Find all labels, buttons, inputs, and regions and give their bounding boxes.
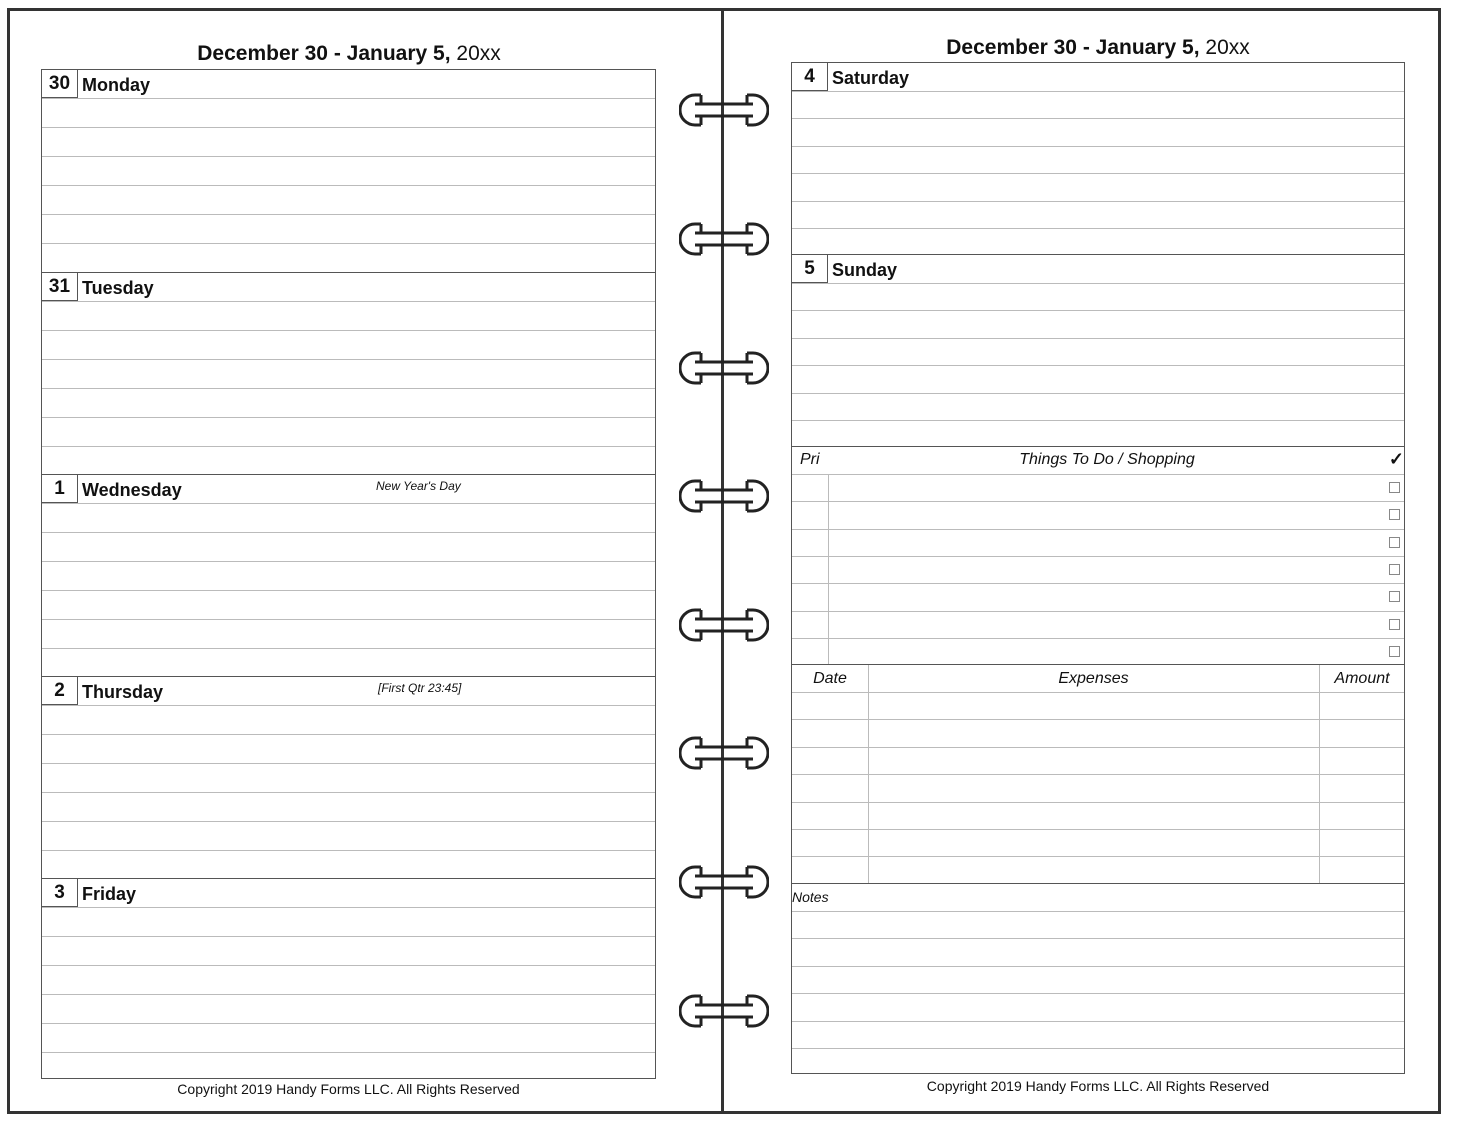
todo-checkbox[interactable] (1389, 591, 1400, 602)
writing-line (42, 417, 655, 418)
writing-line (42, 590, 655, 591)
writing-line (42, 532, 655, 533)
todo-pri-header: Pri (800, 451, 820, 468)
day-block (42, 272, 655, 474)
writing-line (42, 359, 655, 360)
writing-line (42, 301, 655, 302)
day-block (42, 70, 655, 272)
right-page-title (791, 36, 1405, 60)
binder-ring-icon (679, 607, 769, 643)
writing-line (42, 1023, 655, 1024)
writing-line (42, 446, 655, 447)
day-name: Monday (82, 75, 151, 95)
writing-line (792, 638, 1404, 639)
writing-line (42, 907, 655, 908)
writing-line (42, 648, 655, 649)
writing-line (792, 556, 1404, 557)
writing-line (42, 965, 655, 966)
day-number: 4 (792, 63, 828, 91)
right-page-grid (791, 62, 1405, 1074)
writing-line (792, 501, 1404, 502)
binder-ring-icon (679, 864, 769, 900)
day-block (42, 878, 655, 1080)
writing-line (42, 792, 655, 793)
binder-spine (721, 8, 724, 1114)
day-block-sunday (792, 254, 1404, 446)
todo-checkbox[interactable] (1389, 619, 1400, 630)
writing-line (792, 774, 1404, 775)
left-copyright: Copyright 2019 Handy Forms LLC. All Rights Reserved (177, 1081, 520, 1097)
writing-line (42, 619, 655, 620)
day-number: 5 (792, 255, 828, 283)
writing-line (792, 692, 1404, 693)
writing-line (792, 393, 1404, 394)
day-name: Tuesday (82, 278, 154, 298)
writing-line (42, 561, 655, 562)
binder-ring-icon (679, 478, 769, 514)
writing-line (792, 829, 1404, 830)
todo-checkbox[interactable] (1389, 537, 1400, 548)
expenses-amount-header: Amount (1334, 670, 1390, 687)
day-number: 1 (42, 475, 78, 503)
writing-line (42, 388, 655, 389)
writing-line (792, 420, 1404, 421)
writing-line (42, 705, 655, 706)
writing-line (792, 966, 1404, 967)
writing-line (42, 243, 655, 244)
day-number: 3 (42, 879, 78, 907)
writing-line (792, 91, 1404, 92)
writing-line (792, 118, 1404, 119)
day-name: Thursday (82, 682, 164, 702)
writing-line (42, 185, 655, 186)
todo-section (792, 446, 1404, 664)
todo-checkbox[interactable] (1389, 564, 1400, 575)
todo-check-icon: ✓ (1388, 449, 1404, 469)
writing-line (42, 214, 655, 215)
todo-checkbox[interactable] (1389, 509, 1400, 520)
binder-ring-icon (679, 221, 769, 257)
writing-line (792, 747, 1404, 748)
writing-line (792, 993, 1404, 994)
writing-line (792, 1048, 1404, 1049)
todo-title: Things To Do / Shopping (1019, 451, 1195, 468)
writing-line (792, 529, 1404, 530)
day-name: Saturday (832, 68, 910, 88)
right-title-year: 20xx (1205, 36, 1250, 59)
writing-line (792, 338, 1404, 339)
day-name: Friday (82, 884, 137, 904)
writing-line (792, 719, 1404, 720)
writing-line (792, 228, 1404, 229)
writing-line (42, 503, 655, 504)
right-copyright: Copyright 2019 Handy Forms LLC. All Rights Reserved (926, 1078, 1270, 1094)
writing-line (42, 821, 655, 822)
writing-line (42, 734, 655, 735)
writing-line (792, 583, 1404, 584)
writing-line (42, 936, 655, 937)
writing-line (42, 994, 655, 995)
writing-line (792, 365, 1404, 366)
binder-ring-icon (679, 993, 769, 1029)
day-note: New Year's Day (376, 479, 461, 493)
writing-line (42, 127, 655, 128)
expenses-title: Expenses (1058, 670, 1129, 687)
writing-line (42, 98, 655, 99)
writing-line (42, 763, 655, 764)
day-name: Sunday (832, 260, 898, 280)
writing-line (792, 173, 1404, 174)
expenses-date-header: Date (813, 670, 847, 687)
notes-label: Notes (792, 889, 829, 905)
writing-line (792, 911, 1404, 912)
writing-line (42, 156, 655, 157)
todo-pri-divider (828, 474, 829, 665)
writing-line (42, 330, 655, 331)
day-note: [First Qtr 23:45] (378, 681, 462, 695)
writing-line (792, 802, 1404, 803)
writing-line (792, 201, 1404, 202)
day-block (42, 676, 655, 878)
writing-line (42, 1052, 655, 1053)
day-number: 2 (42, 677, 78, 705)
binder-ring-icon (679, 350, 769, 386)
right-title-text: December 30 - January 5, (946, 36, 1200, 59)
day-name: Wednesday (82, 480, 182, 500)
binder-ring-icon (679, 735, 769, 771)
writing-line (792, 283, 1404, 284)
left-page-title (42, 42, 656, 66)
writing-line (792, 938, 1404, 939)
writing-line (42, 850, 655, 851)
left-day-grid (41, 69, 656, 1079)
day-number: 30 (42, 70, 78, 98)
writing-line (792, 146, 1404, 147)
writing-line (792, 611, 1404, 612)
day-block (42, 474, 655, 676)
todo-checkbox[interactable] (1389, 482, 1400, 493)
left-title-text: December 30 - January 5, (197, 42, 451, 65)
writing-line (792, 474, 1404, 475)
todo-checkbox[interactable] (1389, 646, 1400, 657)
day-number: 31 (42, 273, 78, 301)
notes-section (792, 883, 1404, 1073)
left-title-year: 20xx (456, 42, 501, 65)
binder-ring-icon (679, 92, 769, 128)
day-block-saturday (792, 63, 1404, 254)
expenses-section (792, 664, 1404, 883)
writing-line (792, 1021, 1404, 1022)
writing-line (792, 856, 1404, 857)
writing-line (792, 310, 1404, 311)
